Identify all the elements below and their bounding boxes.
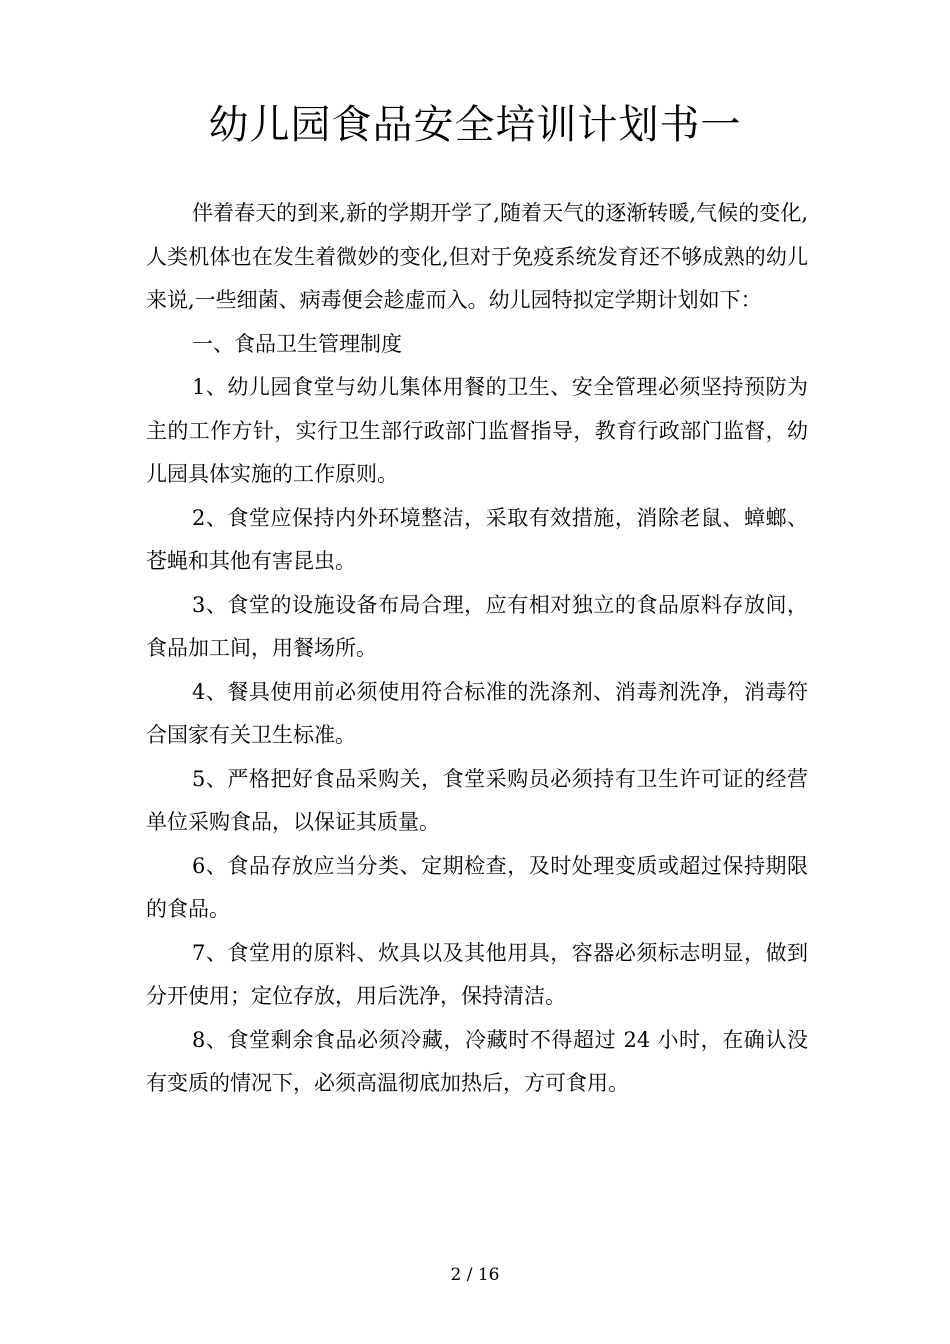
- list-item: 3、食堂的设施设备布局合理，应有相对独立的食品原料存放间，食品加工间，用餐场所。: [146, 592, 808, 660]
- list-item: 7、食堂用的原料、炊具以及其他用具，容器必须标志明显，做到分开使用；定位存放，用后洗净，保持清洁。: [146, 940, 808, 1008]
- list-item: 2、食堂应保持内外环境整洁，采取有效措施，消除老鼠、蟑螂、苍蝇和其他有害昆虫。: [146, 505, 808, 573]
- list-item: 4、餐具使用前必须使用符合标准的洗涤剂、消毒剂洗净，消毒符合国家有关卫生标准。: [146, 679, 808, 747]
- document-body: [146, 192, 808, 1106]
- list-item: 1、幼儿园食堂与幼儿集体用餐的卫生、安全管理必须坚持预防为主的工作方针，实行卫生部行政部门监督指导，教育行政部门监督，幼儿园具体实施的工作原则。: [146, 375, 808, 486]
- section-heading: 一、食品卫生管理制度: [192, 331, 402, 356]
- list-item: 5、严格把好食品采购关，食堂采购员必须持有卫生许可证的经营单位采购食品，以保证其质量。: [146, 766, 808, 834]
- paragraph-intro: 伴着春天的到来,新的学期开学了,随着天气的逐渐转暖,气候的变化,人类机体也在发生着微妙的变化,但对于免疫系统发育还不够成熟的幼儿来说,一些细菌、病毒便会趁虚而入。幼儿园特拟定学期计划如下：: [146, 201, 808, 312]
- page-number: 2 / 16: [450, 1265, 500, 1285]
- list-item: 8、食堂剩余食品必须冷藏，冷藏时不得超过 24 小时，在确认没有变质的情况下，必须高温彻底加热后，方可食用。: [146, 1027, 808, 1095]
- document-title: 幼儿园食品安全培训计划书一: [208, 102, 742, 148]
- list-item: 6、食品存放应当分类、定期检查，及时处理变质或超过保持期限的食品。: [146, 853, 808, 921]
